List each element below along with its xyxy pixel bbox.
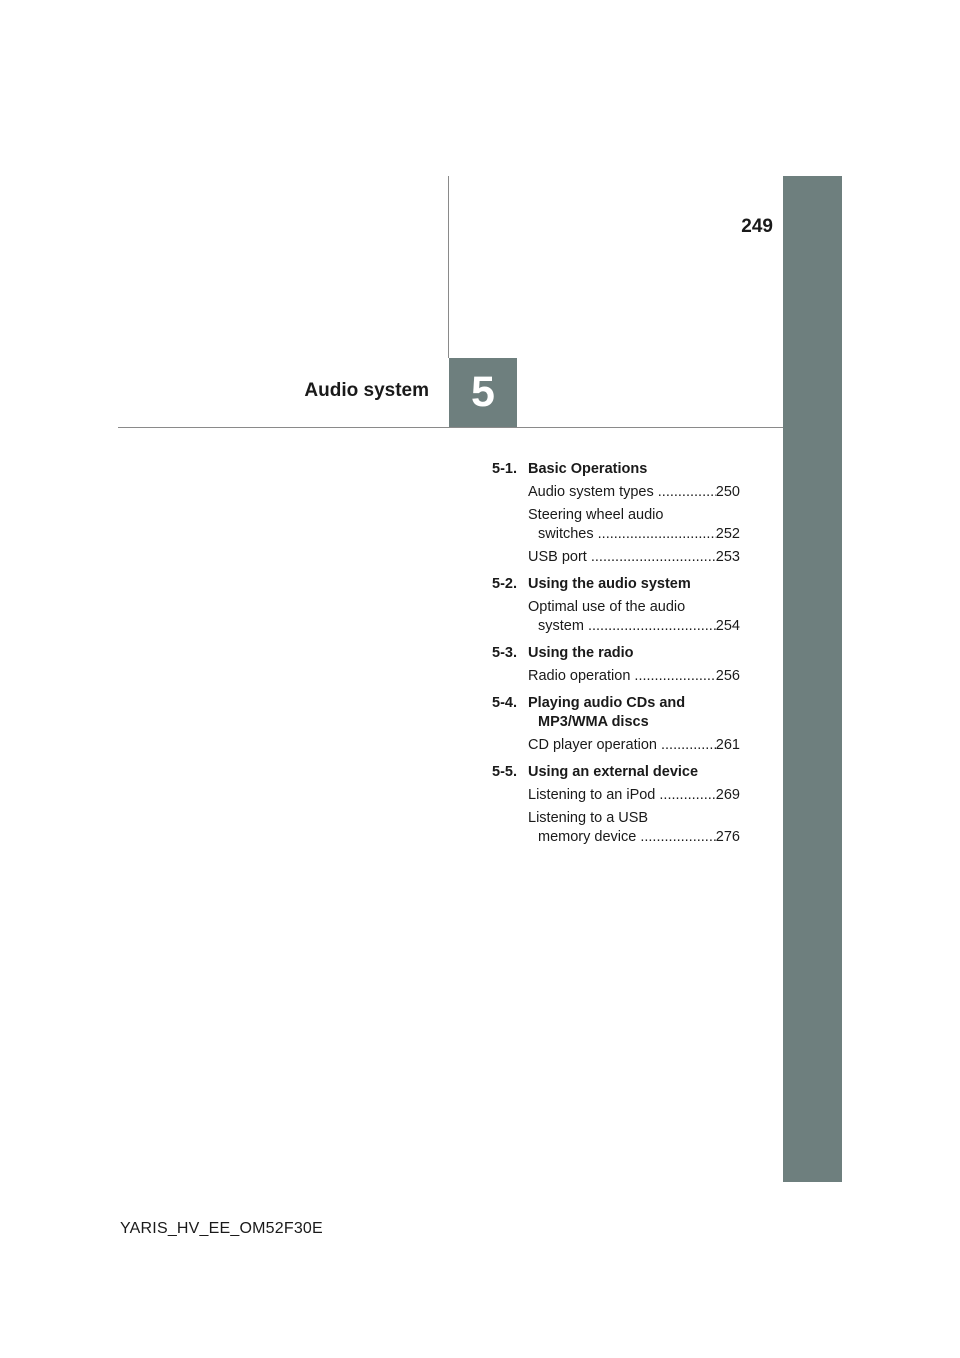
- toc-entry-line[interactable]: Optimal use of the audio: [528, 599, 686, 615]
- toc-entry-label: Audio system types .....: [528, 483, 716, 502]
- toc-entry-page: 253: [715, 549, 740, 565]
- toc-entry-label: system .....: [538, 617, 716, 636]
- section-number: 5-4.: [492, 695, 517, 711]
- toc-entry-line[interactable]: Steering wheel audio: [528, 507, 664, 523]
- toc-entry-page: 252: [715, 526, 740, 542]
- section-title: Using an external device: [528, 764, 699, 780]
- toc-entry-label: Listening to an iPod .....: [528, 786, 716, 805]
- toc-entry-label: Radio operation .....: [528, 667, 716, 686]
- document-code-footer: YARIS_HV_EE_OM52F30E: [120, 1220, 323, 1237]
- toc-section-heading[interactable]: [492, 460, 740, 479]
- toc-entry-label: USB port .....: [528, 548, 716, 567]
- toc-entry[interactable]: [492, 525, 740, 544]
- toc-entry[interactable]: [492, 617, 740, 636]
- toc-entry-label: CD player operation .....: [528, 736, 716, 755]
- toc-entry-line[interactable]: Listening to a USB: [528, 810, 649, 826]
- toc-entry[interactable]: [492, 667, 740, 686]
- toc-section-heading[interactable]: [492, 763, 740, 782]
- toc-entry-page: 269: [715, 787, 740, 803]
- toc-entry-label: switches .....: [538, 525, 716, 544]
- toc-entry[interactable]: [492, 828, 740, 847]
- section-title-continued: MP3/WMA discs: [538, 714, 649, 730]
- toc-entry-page: 254: [715, 618, 740, 634]
- chapter-title: Audio system: [304, 380, 429, 401]
- section-title: Using the radio: [528, 645, 634, 661]
- section-spacer: [492, 636, 740, 644]
- section-number: 5-3.: [492, 645, 517, 661]
- header-vertical-rule: [448, 176, 449, 358]
- section-number: 5-1.: [492, 461, 517, 477]
- toc-entry-label: memory device .....: [538, 828, 716, 847]
- chapter-number-box: 5: [449, 358, 517, 427]
- section-number: 5-2.: [492, 576, 517, 592]
- toc-entry[interactable]: [492, 548, 740, 567]
- toc-entry[interactable]: [492, 786, 740, 805]
- toc-entry[interactable]: [492, 736, 740, 755]
- toc-section-heading[interactable]: [492, 694, 740, 713]
- section-title: Using the audio system: [528, 576, 691, 592]
- toc-entry-page: 261: [715, 737, 740, 753]
- toc-entry[interactable]: [492, 483, 740, 502]
- page-number: 249: [741, 216, 773, 237]
- section-number: 5-5.: [492, 764, 517, 780]
- header-horizontal-rule: [118, 427, 783, 428]
- section-spacer: [492, 686, 740, 694]
- toc-section-heading[interactable]: [492, 575, 740, 594]
- table-of-contents: [492, 460, 740, 847]
- section-spacer: [492, 755, 740, 763]
- toc-entry-page: 276: [715, 829, 740, 845]
- toc-entry-page: 256: [715, 668, 740, 684]
- toc-entry-page: 250: [715, 484, 740, 500]
- chapter-side-band: [783, 176, 842, 1182]
- section-spacer: [492, 567, 740, 575]
- section-title: Basic Operations: [528, 461, 648, 477]
- section-title: Playing audio CDs and: [528, 695, 686, 711]
- toc-section-heading[interactable]: [492, 644, 740, 663]
